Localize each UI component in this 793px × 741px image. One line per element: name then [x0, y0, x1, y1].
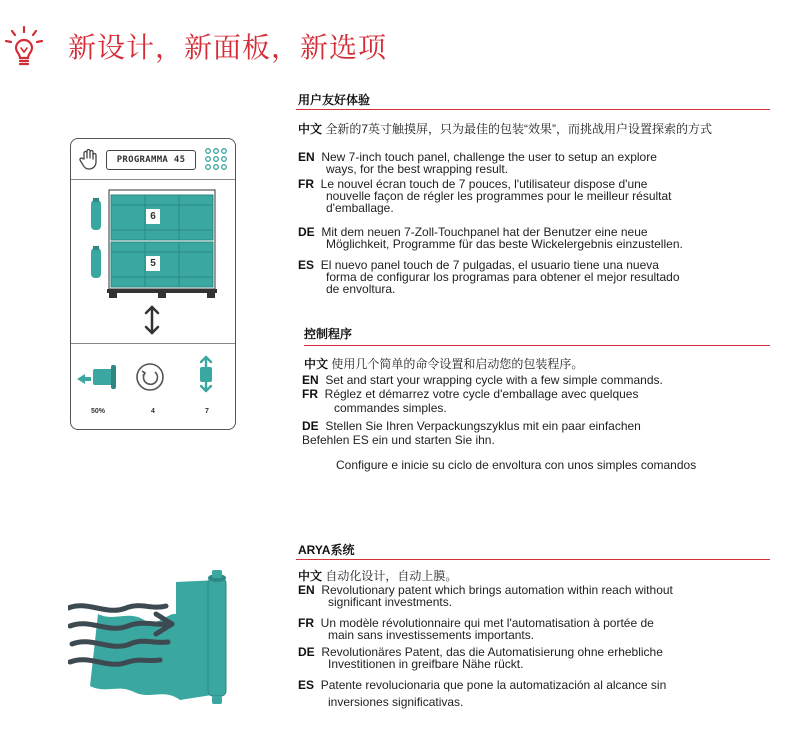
section-divider [296, 559, 770, 560]
text-line: DE Stellen Sie Ihren Verpackungszyklus mit ein paar einfachen [302, 419, 641, 433]
up-down-arrow-icon [143, 304, 161, 336]
page-title: 新设计，新面板，新选项 [68, 31, 388, 64]
text-line: ES El nuevo panel touch de 7 pulgadas, el usuario tiene una nueva [298, 258, 659, 272]
text-line: FR Le nouvel écran touch de 7 pouces, l'utilisateur dispose d'une [298, 177, 648, 191]
text-line: ways, for the best wrapping result. [326, 162, 509, 176]
rotation-cycle-icon [134, 361, 166, 393]
program-label: PROGRAMMA 45 [106, 150, 196, 170]
text-line: ES Patente revolucionaria que pone la automatización al alcance sin [298, 678, 667, 692]
section-body-user-experience [298, 123, 788, 313]
layer-count-top: 6 [146, 209, 160, 224]
film-stretch-icon [76, 361, 118, 391]
text-line: commandes simples. [334, 401, 447, 415]
text-line: 中文 使用几个简单的命令设置和启动您的包装程序。 [304, 357, 584, 371]
text-line: FR Réglez et démarrez votre cycle d'emballage avec quelques [302, 387, 639, 401]
carriage-height-icon [193, 354, 219, 394]
section-title-program-control: 控制程序 [304, 327, 353, 341]
text-line: DE Revolutionäres Patent, das die Automatisierung ohne erhebliche [298, 645, 663, 659]
touch-panel-illustration [70, 138, 236, 430]
text-line: Configure e inicie su ciclo de envoltura con unos simples comandos [336, 458, 697, 472]
text-line: EN Revolutionary patent which brings automation within reach without [298, 583, 673, 597]
section-title-arya-system: ARYA系统 [298, 543, 355, 557]
text-line: de envoltura. [326, 282, 396, 296]
pallet-load-icon [85, 184, 225, 299]
text-line: significant investments. [328, 595, 453, 609]
text-line: Befehlen ES ein und starten Sie ihn. [302, 433, 495, 447]
rotation-value: 4 [151, 408, 155, 415]
text-line: inversiones significativas. [328, 695, 464, 709]
lightbulb-icon [4, 26, 44, 70]
section-title-user-experience: 用户友好体验 [298, 93, 371, 107]
text-line: forma de configurar los programas para obtener el mejor resultado [326, 270, 680, 284]
text-line: FR Un modèle révolutionnaire qui met l'automatisation à portée de [298, 616, 654, 630]
text-line: 中文 全新的7英寸触摸屏，只为最佳的包装“效果”，而挑战用户设置探索的方式 [298, 122, 713, 136]
panel-divider [71, 179, 235, 180]
text-line: Investitionen in greifbare Nähe rückt. [328, 657, 524, 671]
keypad-icon [204, 147, 228, 171]
text-line: DE Mit dem neuen 7-Zoll-Touchpanel hat der Benutzer eine neue [298, 225, 648, 239]
hand-icon [78, 147, 102, 171]
height-value: 7 [205, 408, 209, 415]
section-divider [304, 345, 770, 346]
text-line: EN New 7-inch touch panel, challenge the user to setup an explore [298, 150, 657, 164]
section-body-arya-system [298, 570, 788, 720]
text-line: 中文 自动化设计，自动上膜。 [298, 569, 458, 583]
text-line: EN Set and start your wrapping cycle with a few simple commands. [302, 373, 663, 387]
text-line: nouvelle façon de régler les programmes pour le meilleur résultat [326, 189, 672, 203]
section-body-program-control [302, 358, 792, 478]
text-line: d'emballage. [326, 201, 394, 215]
text-line: Möglichkeit, Programme für das beste Wickelergebnis einzustellen. [326, 237, 683, 251]
section-divider [296, 109, 770, 110]
arya-film-roll-illustration [68, 568, 243, 713]
text-line: main sans investissements importants. [328, 628, 535, 642]
panel-divider [71, 343, 235, 344]
layer-count-bottom: 5 [146, 256, 160, 271]
film-stretch-value: 50% [91, 408, 106, 415]
